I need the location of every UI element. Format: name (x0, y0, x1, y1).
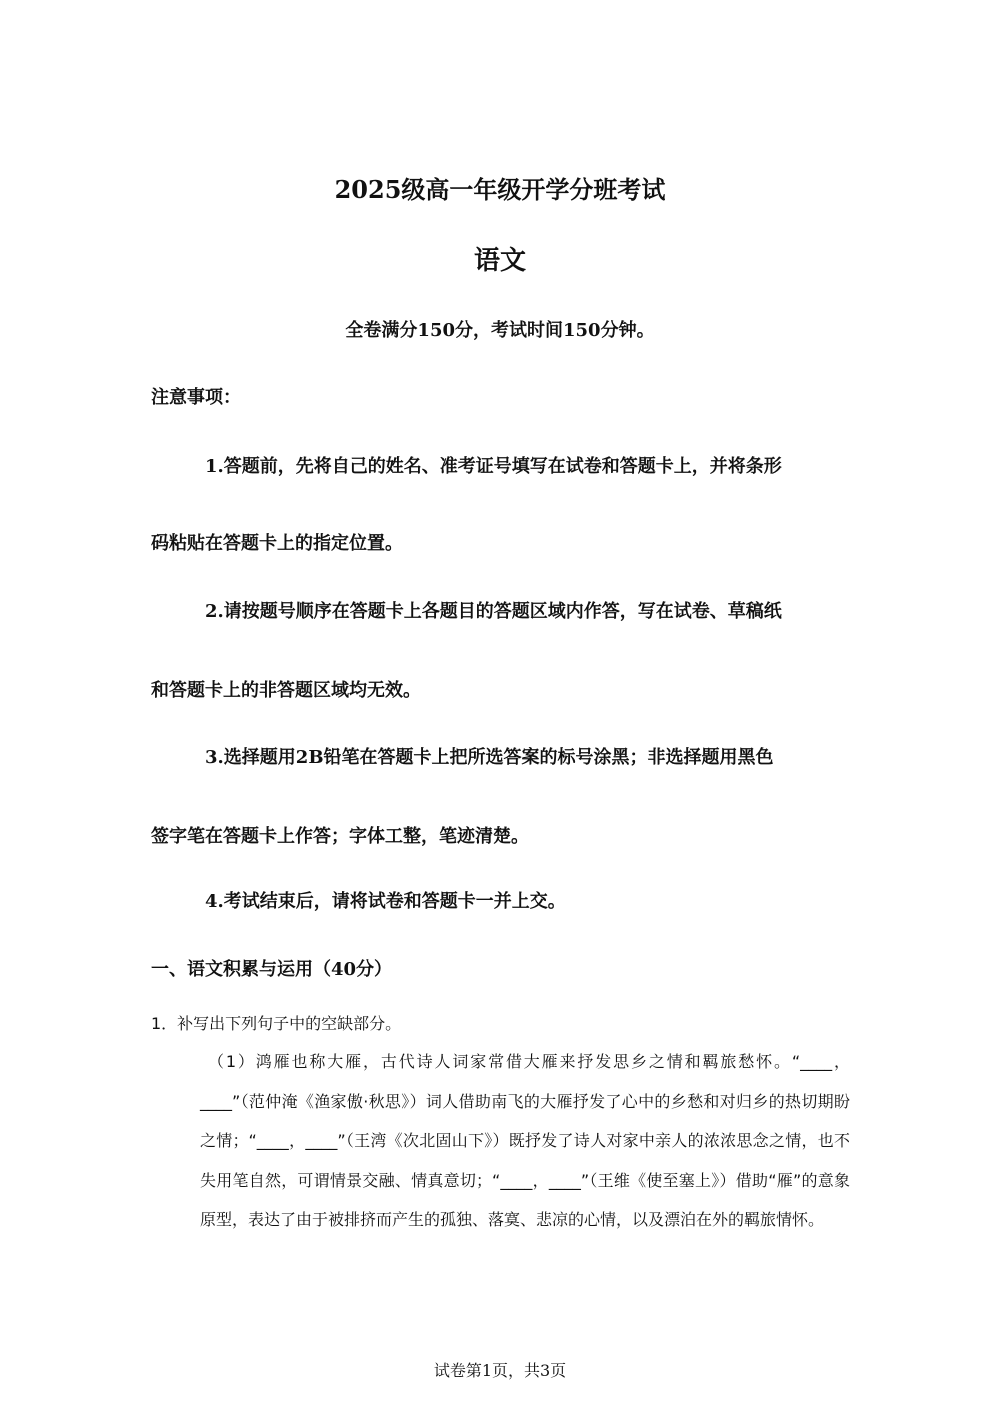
note-1-line-2: 码粘贴在答题卡上的指定位置。 (151, 533, 403, 554)
question-1-part-1: （1）鸿雁也称大雁，古代诗人词家常借大雁来抒发思乡之情和羁旅愁怀。“____，____”（范仲淹《渔家傲·秋思》）词人借助南飞的大雁抒发了心中的乡愁和对归乡的热切期盼之情；“____，____”（王湾《次北固山下》）既抒发了诗人对家中亲人的浓浓思念之情，也不失用笔自然，可谓情景交融、情真意切；“____，____”（王维《使至塞上》）借助“雁”的意象原型，表达了由于被排挤而产生的孤独、落寞、悲凉的心情，以及漂泊在外的羁旅情怀。 (200, 1052, 850, 1229)
subject-title: 语文 (473, 246, 526, 276)
note-2-line-2: 和答题卡上的非答题区域均无效。 (151, 680, 421, 701)
page-footer: 试卷第1页，共3页 (433, 1361, 567, 1380)
note-1-line-1: 1.答题前，先将自己的姓名、准考证号填写在试卷和答题卡上，并将条形 (205, 456, 782, 477)
score-time-info: 全卷满分150分，考试时间150分钟。 (345, 320, 655, 341)
question-1-stem: 1．补写出下列句子中的空缺部分。 (151, 1014, 402, 1033)
note-3-line-1: 3.选择题用2B铅笔在答题卡上把所选答案的标号涂黑；非选择题用黑色 (205, 747, 774, 768)
notes-heading: 注意事项： (151, 387, 241, 408)
section-1-heading: 一、语文积累与运用（40分） (151, 959, 393, 980)
note-2-line-1: 2.请按题号顺序在答题卡上各题目的答题区域内作答，写在试卷、草稿纸 (205, 601, 782, 622)
exam-title: 2025级高一年级开学分班考试 (334, 175, 666, 204)
note-4: 4.考试结束后，请将试卷和答题卡一并上交。 (205, 891, 566, 912)
note-3-line-2: 签字笔在答题卡上作答；字体工整，笔迹清楚。 (151, 826, 529, 847)
